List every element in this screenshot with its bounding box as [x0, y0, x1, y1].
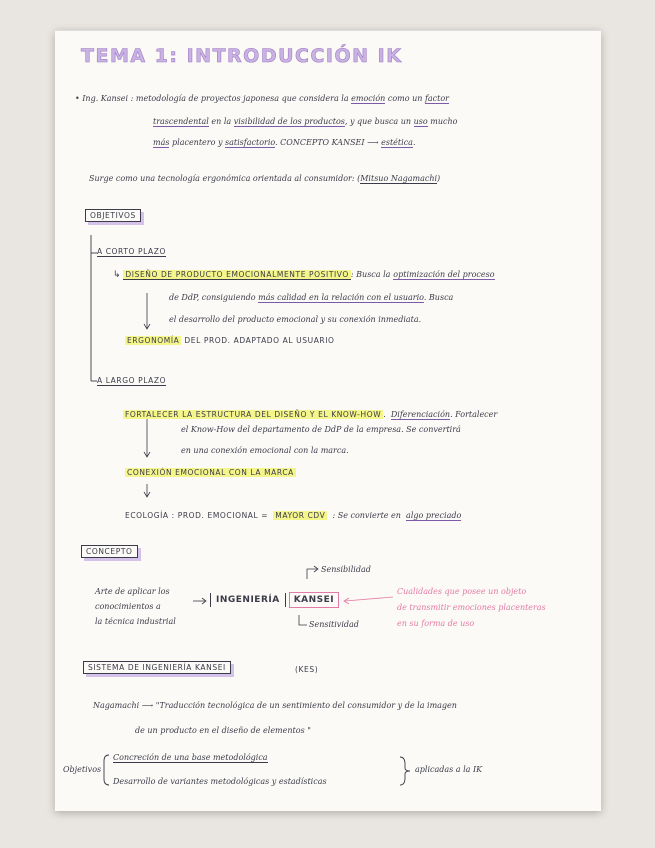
- intro-text: en la: [211, 117, 232, 126]
- mayor-cdv-highlight: MAYOR CDV: [275, 511, 326, 520]
- kansei-box: KANSEI: [289, 592, 339, 608]
- kes-abbr: [295, 665, 318, 674]
- surge-text: ): [437, 174, 441, 183]
- arrow-right-icon: ⟶: [141, 701, 154, 710]
- corto-calidad: más calidad en la relación con el usuario: [258, 293, 424, 302]
- kes-obj-1: [113, 753, 268, 762]
- largo-line-1: [123, 402, 497, 421]
- intro-visibilidad: visibilidad de los productos: [233, 117, 345, 126]
- corto-plazo-heading: [97, 247, 166, 257]
- largo-line-2: [181, 425, 461, 434]
- largo-plazo-text: A LARGO PLAZO: [97, 376, 167, 385]
- concepto-def-line: conocimientos a: [95, 602, 161, 611]
- ecologia-text: : Se convierte en: [332, 511, 401, 520]
- intro-mas: más: [153, 138, 170, 147]
- fortalecer-highlight: FORTALECER LA ESTRUCTURA DEL DISEÑO Y EL KNOW-HOW: [125, 410, 382, 419]
- intro-text: , y que busca un: [344, 117, 412, 126]
- concepto-heading: [81, 545, 138, 558]
- kansei-def-line: Cualidades que posee un objeto: [397, 587, 527, 596]
- diseno-emocional: DISEÑO DE PRODUCTO EMOCIONALMENTE POSITIVO: [125, 270, 349, 279]
- objetivos-heading-text: OBJETIVOS: [90, 211, 136, 220]
- corto-text: . Busca: [423, 293, 454, 302]
- conexion-highlight: CONEXIÓN EMOCIONAL CON LA MARCA: [127, 468, 294, 477]
- nagamachi-line-2: [135, 726, 311, 735]
- kes-heading-text: SISTEMA DE INGENIERÍA KANSEI: [88, 663, 226, 672]
- kes-obj-text: Desarrollo de variantes metodológicas y estadísticas: [113, 777, 327, 786]
- concepto-definition: [95, 584, 176, 629]
- kes-objetivos-text: Objetivos: [63, 765, 102, 774]
- corto-text: de DdP, consiguiendo: [169, 293, 256, 302]
- largo-text: en una conexión emocional con la marca.: [181, 446, 349, 455]
- kes-aplicadas: [415, 765, 482, 774]
- kes-abbr-text: (KES): [295, 665, 319, 674]
- intro-text: .: [412, 138, 416, 147]
- corto-line-2: [169, 293, 453, 302]
- sensitividad-label: [309, 620, 359, 629]
- intro-term: Ing. Kansei: [82, 94, 129, 103]
- arrow-right-icon: ⟶: [367, 138, 379, 147]
- intro-estetica: estética: [381, 138, 413, 147]
- ecologia-line: [125, 503, 461, 522]
- surge-text: Surge como una tecnología ergonómica orientada al consumidor: (: [89, 174, 361, 183]
- brace-right: [400, 757, 410, 785]
- conexion-line: [125, 468, 296, 477]
- sensitividad-text: Sensitividad: [309, 620, 359, 629]
- corto-optimizacion: optimización del proceso: [393, 270, 495, 279]
- concepto-heading-text: CONCEPTO: [86, 547, 133, 556]
- sensibilidad-text: Sensibilidad: [321, 565, 371, 574]
- ergonomia-highlight: ERGONOMÍA: [127, 336, 180, 345]
- diagram-lines: [55, 31, 601, 811]
- ingenieria-box: INGENIERÍA: [210, 593, 286, 607]
- largo-text: .: [383, 410, 386, 419]
- nagamachi-line: [93, 701, 457, 710]
- kes-obj-2: [113, 777, 327, 786]
- arrow-down-icon: [299, 615, 307, 625]
- pink-arrow-icon: [345, 597, 393, 601]
- ergonomia-line: [125, 336, 335, 345]
- kansei-definition: [397, 584, 546, 632]
- largo-text: . Fortalecer: [450, 410, 498, 419]
- largo-plazo-heading: [97, 376, 166, 386]
- corto-line-1: [113, 270, 495, 280]
- intro-factor: factor: [424, 94, 450, 103]
- intro-text: mucho: [430, 117, 458, 126]
- title-text: TEMA 1: INTRODUCCIÓN IK: [81, 45, 403, 67]
- kes-obj-text: Concreción de una base metodológica: [113, 753, 268, 762]
- intro-text: placentero y: [172, 138, 223, 147]
- nagamachi-label: Nagamachi: [93, 701, 140, 710]
- kansei-def-line: de transmitir emociones placenteras: [397, 603, 546, 612]
- concepto-def-line: Arte de aplicar los: [95, 587, 170, 596]
- intro-text: como un: [387, 94, 423, 103]
- nagamachi-quote: "Traducción tecnológica de un sentimiento del consumidor y de la imagen: [155, 701, 457, 710]
- diferenciacion: Diferenciación: [390, 410, 451, 419]
- nagamachi-quote: de un producto en el diseño de elementos ": [135, 726, 311, 735]
- bracket-left: [104, 755, 109, 785]
- ergonomia-text: DEL PROD. ADAPTADO AL USUARIO: [184, 336, 335, 345]
- intro-emocion: emoción: [351, 94, 386, 103]
- algo-preciado: algo preciado: [406, 511, 462, 520]
- surge-name: Mitsuo Nagamachi: [360, 174, 438, 183]
- sensibilidad-label: [321, 565, 371, 574]
- corto-line-3: [169, 315, 421, 324]
- intro-satisfactorio: satisfactorio: [225, 138, 276, 147]
- kes-heading: [83, 661, 231, 674]
- largo-text: el Know-How del departamento de DdP de la empresa. Se convertirá: [181, 425, 461, 434]
- kes-aplicadas-text: aplicadas a la IK: [415, 765, 483, 774]
- return-arrow-icon: ↳: [113, 270, 121, 280]
- largo-line-3: [181, 446, 349, 455]
- intro-text: . CONCEPTO KANSEI: [275, 138, 365, 147]
- kes-objetivos-label: [63, 765, 101, 774]
- corto-text: : Busca la: [350, 270, 391, 279]
- kansei-def-line: en su forma de uso: [397, 619, 475, 628]
- ingenieria-kansei: [210, 592, 339, 608]
- notes-page: [55, 30, 601, 811]
- corto-plazo-text: A CORTO PLAZO: [97, 247, 167, 256]
- intro-trascendental: trascendental: [153, 117, 209, 126]
- concepto-def-line: la técnica industrial: [95, 617, 176, 626]
- corto-text: el desarrollo del producto emocional y su conexión inmediata.: [169, 315, 422, 324]
- ecologia-text: ECOLOGÍA : PROD. EMOCIONAL =: [125, 511, 269, 520]
- intro-uso: uso: [413, 117, 428, 126]
- intro-text: : metodología de proyectos japonesa que considera la: [130, 94, 349, 103]
- bullet: •: [75, 94, 80, 103]
